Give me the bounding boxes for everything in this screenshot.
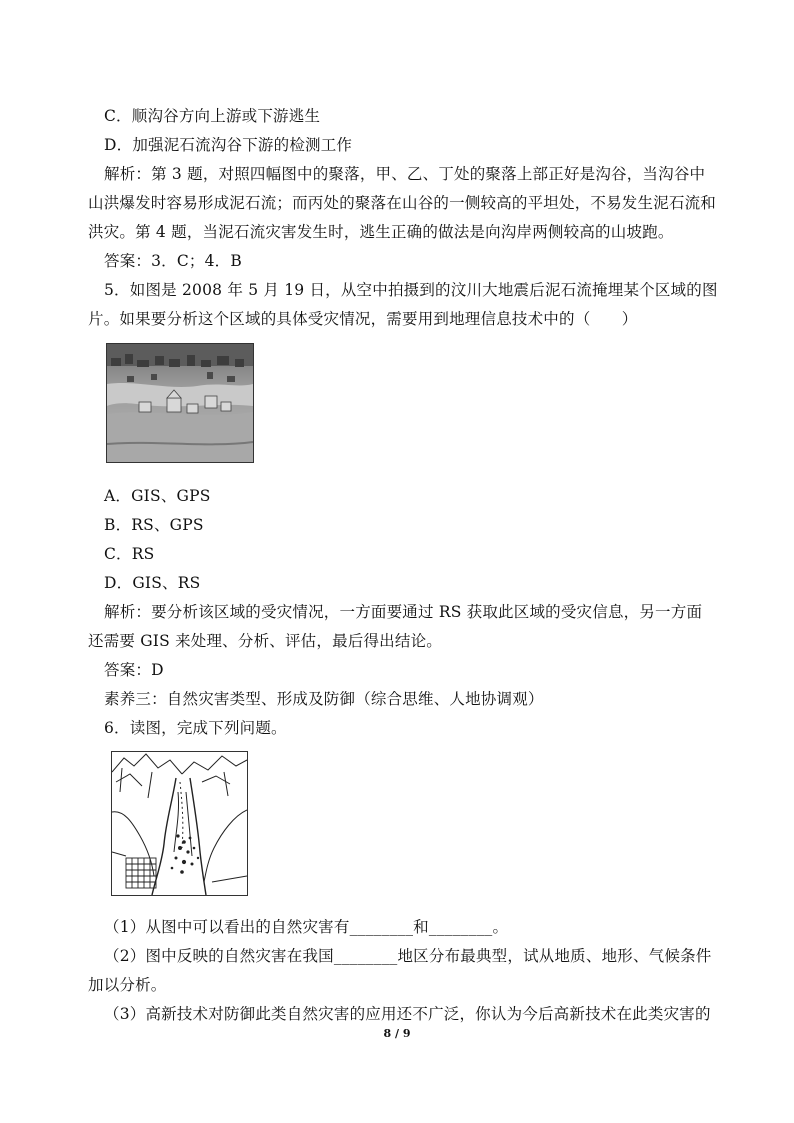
section-heading-competency-3: 素养三：自然灾害类型、形成及防御（综合思维、人地协调观） [104,690,544,708]
question-6-part-1: （1）从图中可以看出的自然灾害有________和________。 [104,918,509,936]
question-6-stem: 6．读图，完成下列问题。 [104,719,287,737]
option-d-q4: D．加强泥石流沟谷下游的检测工作 [104,136,353,154]
option-b-q5: B．RS、GPS [104,516,204,534]
option-c-q4: C．顺沟谷方向上游或下游逃生 [104,107,321,125]
question-5-line2: 片。如果要分析这个区域的具体受灾情况，需要用到地理信息技术中的（ ） [88,310,638,328]
analysis-q3-q4-line1: 解析：第 3 题，对照四幅图中的聚落，甲、乙、丁处的聚落上部正好是沟谷，当沟谷中 [104,165,706,183]
analysis-q5-line1: 解析：要分析该区域的受灾情况，一方面要通过 RS 获取此区域的受灾信息，另一方面 [104,603,703,621]
question-5-line1: 5．如图是 2008 年 5 月 19 日，从空中拍摄到的汶川大地震后泥石流掩埋某个区域的图 [104,281,718,299]
answer-q3-q4: 答案：3．C；4．B [104,252,242,270]
option-a-q5: A．GIS、GPS [104,487,211,505]
answer-q5: 答案：D [104,661,164,679]
page-number: 8 / 9 [383,1027,411,1040]
question-6-part-2-line1: （2）图中反映的自然灾害在我国________地区分布最典型，试从地质、地形、气候条件 [104,947,712,965]
analysis-q5-line2: 还需要 GIS 来处理、分析、评估，最后得出结论。 [88,632,442,650]
mudflow-valley-sketch [111,751,248,896]
option-d-q5: D．GIS、RS [104,574,201,592]
question-6-part-3-line1: （3）高新技术对防御此类自然灾害的应用还不广泛，你认为今后高新技术在此类灾害的 [104,1005,711,1023]
option-c-q5: C．RS [104,545,155,563]
question-6-part-2-line2: 加以分析。 [88,976,167,994]
mudflow-aerial-photo [106,343,254,463]
analysis-q3-q4-line3: 洪灾。第 4 题，当泥石流灾害发生时，逃生正确的做法是向沟岸两侧较高的山坡跑。 [88,223,674,241]
analysis-q3-q4-line2: 山洪爆发时容易形成泥石流；而丙处的聚落在山谷的一侧较高的平坦处，不易发生泥石流和 [88,194,717,212]
